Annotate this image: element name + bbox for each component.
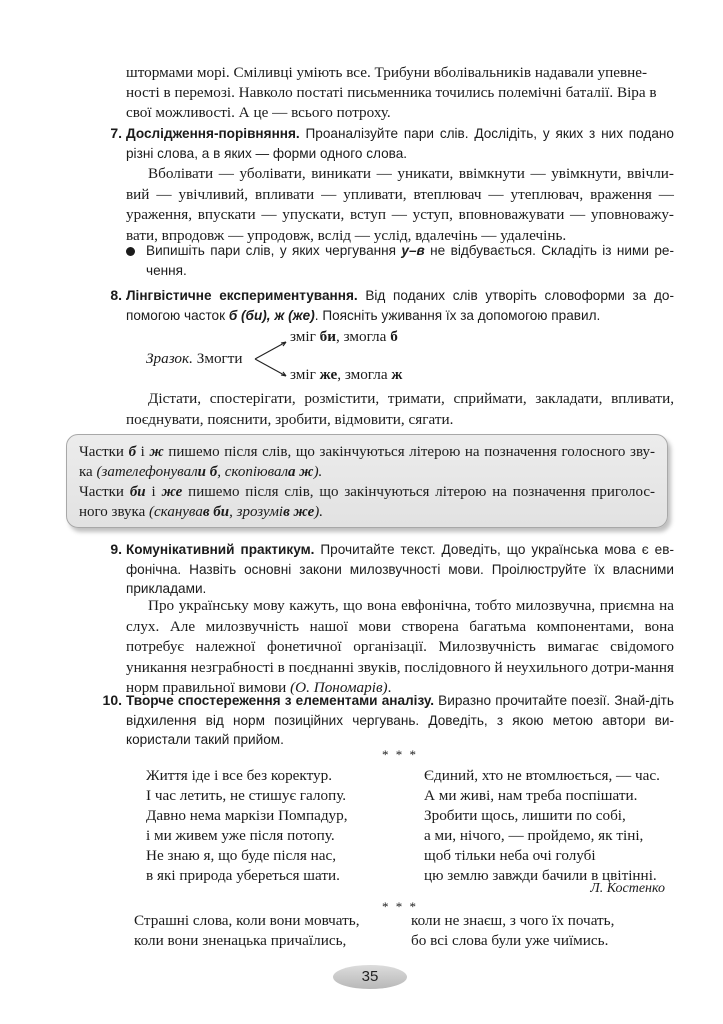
poem-line: Страшні слова, коли вони мовчать, — [134, 912, 360, 929]
row1-c: , змогла — [336, 328, 391, 345]
task-7-instruction — [126, 124, 674, 163]
poem-line: А ми живі, нам треба поспішати. — [424, 787, 638, 804]
poem-line: коли вони зненацька причаїлись, — [134, 932, 347, 949]
rule-particle: же — [161, 484, 183, 500]
rule-example: (сканува — [149, 504, 203, 520]
bullet-icon — [126, 247, 135, 256]
rule-example: ). — [314, 504, 324, 520]
rule-example-bold: в би — [202, 504, 230, 520]
intro-line: штормами морі. Сміливці уміють все. Трибуни вболівальників надавали упевне- — [126, 64, 648, 81]
rule-text: пишемо після слів, що закінчуються літерою на позначення голосного зву-ка — [79, 444, 656, 480]
rule-particle: б — [128, 444, 137, 460]
rule-line-1 — [79, 442, 655, 482]
poem-line: І час летить, не стишує галопу. — [146, 787, 347, 804]
example-row-1 — [290, 327, 398, 347]
poem-1-right — [424, 766, 660, 886]
task-9-instruction-text: Прочитайте текст. Доведіть, що українська мова є ев-фонічна. Назвіть основні закони милозвучності мови. Проілюструйте їх власними прикладами. — [126, 542, 674, 596]
task-10-title: Творче спостереження з елементами аналізу. — [126, 693, 435, 708]
task-7-number: 7. — [110, 125, 122, 141]
task-9-number: 9. — [110, 541, 122, 557]
task-9-source: (О. Пономарів) — [290, 679, 388, 697]
poem-2-stars: * * * — [382, 899, 418, 914]
example-word: Змогти — [192, 350, 243, 367]
task-8-instr-a: Від поданих слів утворіть словоформи за до-помогою часток — [126, 288, 674, 323]
task-8-number: 8. — [110, 287, 122, 303]
poem-line: Давно нема маркізи Помпадур, — [146, 807, 348, 824]
rule-text: пишемо після слів, що закінчуються літерою на позначення приголос-ного звука — [79, 484, 656, 520]
example-label: Зразок. — [146, 350, 193, 367]
row2-a: зміг — [290, 366, 320, 383]
rule-example: ). — [313, 464, 323, 480]
intro-line: свої можливості. А це — всього потроху. — [126, 104, 391, 121]
page-number: 35 — [333, 965, 407, 989]
rule-text: і — [145, 484, 162, 500]
poem-1-left — [146, 766, 348, 886]
poem-line: Єдиний, хто не втомлюється, — час. — [424, 767, 660, 784]
bullet-text-bold: у–в — [401, 243, 425, 258]
task-10-instruction — [126, 691, 674, 750]
poem-line: Життя іде і все без коректур. — [146, 767, 333, 784]
rule-example: , зрозумі — [229, 504, 284, 520]
task-10-number: 10. — [102, 692, 122, 708]
rule-text: Частки — [79, 444, 129, 460]
example — [146, 349, 243, 369]
task-7-bullet-text — [146, 241, 674, 280]
example-row-2 — [290, 365, 402, 385]
poem-line: Зробити щось, лишити по собі, — [424, 807, 626, 824]
row1-d: б — [390, 328, 398, 345]
row1-a: зміг — [290, 328, 320, 345]
rule-example-bold: а ж — [288, 464, 314, 480]
task-7-instruction-text: Проаналізуйте пари слів. Дослідіть, у яких з них подано різні слова, а в яких — форми одного слова. — [126, 126, 674, 161]
bullet-text-a: Випишіть пари слів, у яких чергування — [146, 243, 402, 258]
task-8-instruction — [126, 286, 674, 325]
task-9-end: . — [387, 679, 392, 697]
task-10-instruction-text: Виразно прочитайте поезії. Знай-діть відхилення від норм позиційних чергувань. Доведіть, з якою метою автори ви-користали такий прийом. — [126, 693, 674, 747]
task-8-words: Дістати, спостерігати, розмістити, тримати, сприймати, закладати, впливати, поєднувати, пояснити, зробити, відмовити, сягати. — [126, 390, 674, 428]
poem-line: в які природа убереться шати. — [146, 867, 340, 884]
poem-line: цю землю завжди бачили в цвітінні. — [424, 867, 657, 884]
poem-line: а ми, нічого, — пройдемо, як тіні, — [424, 827, 644, 844]
intro-text — [126, 63, 674, 123]
rule-example-bold: и б — [197, 464, 218, 480]
poem-2-left — [134, 911, 360, 951]
rule-text: і — [136, 444, 150, 460]
poem-1-stars: * * * — [382, 747, 418, 762]
task-7-word-pairs: Вболівати — уболівати, виникати — уникати, ввімкнути — увімкнути, ввічли-вий — увічливий, впливати — упливати, втеплювач — утеплювач, враження — ураження, впускати — упускати, вступ — уступ, вповноважувати — уповноважу-вати, впродовж — упродовж, вслід — услід, вдалечінь — удалечінь. — [126, 165, 674, 244]
task-7-title: Дослідження-порівняння. — [126, 126, 300, 141]
poem-line: і ми живем уже після потопу. — [146, 827, 335, 844]
rule-example: (зателефонувал — [96, 464, 198, 480]
poem-1-author: Л. Костенко — [590, 881, 665, 896]
task-8-particles: б (би), ж (же) — [228, 307, 315, 323]
poem-line: коли не знаєш, з чого їх почать, — [411, 912, 615, 929]
task-8-instr-b: . Поясніть уживання їх за допомогою правил. — [314, 307, 601, 323]
rule-particle: ж — [149, 444, 164, 460]
intro-line: ності в перемозі. Навколо постаті письменника точились полемічні баталії. Віра в — [126, 84, 657, 101]
rule-text: Частки — [79, 484, 130, 500]
rule-line-2 — [79, 482, 655, 522]
poem-line: Не знаю я, що буде після нас, — [146, 847, 337, 864]
rule-example: , скопіювал — [217, 464, 289, 480]
rule-box — [66, 434, 668, 528]
rule-particle: би — [129, 484, 146, 500]
bullet-text-b: не відбувається. Складіть із ними ре-чення. — [146, 243, 674, 278]
poem-line: бо всі слова були уже чиїмись. — [411, 932, 609, 949]
task-9-body: Про українську мову кажуть, що вона евфонічна, тобто милозвучна, приємна на слух. Але милозвучність нашої мови створена багатьма компонентами, вона потребує належної фонетичної організації. Милозвучність вимагає свідомого уникання незграбності в поєднанні звуків, послідовного й неухильного дотри-мання норм правильної вимови — [126, 597, 674, 697]
task-9-title: Комунікативний практикум. — [126, 542, 315, 557]
task-9-instruction — [126, 540, 674, 599]
row2-b: же — [319, 366, 338, 383]
rule-example-bold: в же — [283, 504, 315, 520]
poem-2-right — [411, 911, 614, 951]
task-9-text — [126, 596, 674, 699]
poem-line: щоб тільки неба очі голубі — [424, 847, 596, 864]
row2-c: , змогла — [337, 366, 392, 383]
row1-b: би — [319, 328, 337, 345]
task-8-title: Лінгвістичне експериментування. — [126, 288, 358, 303]
row2-d: ж — [391, 366, 403, 383]
